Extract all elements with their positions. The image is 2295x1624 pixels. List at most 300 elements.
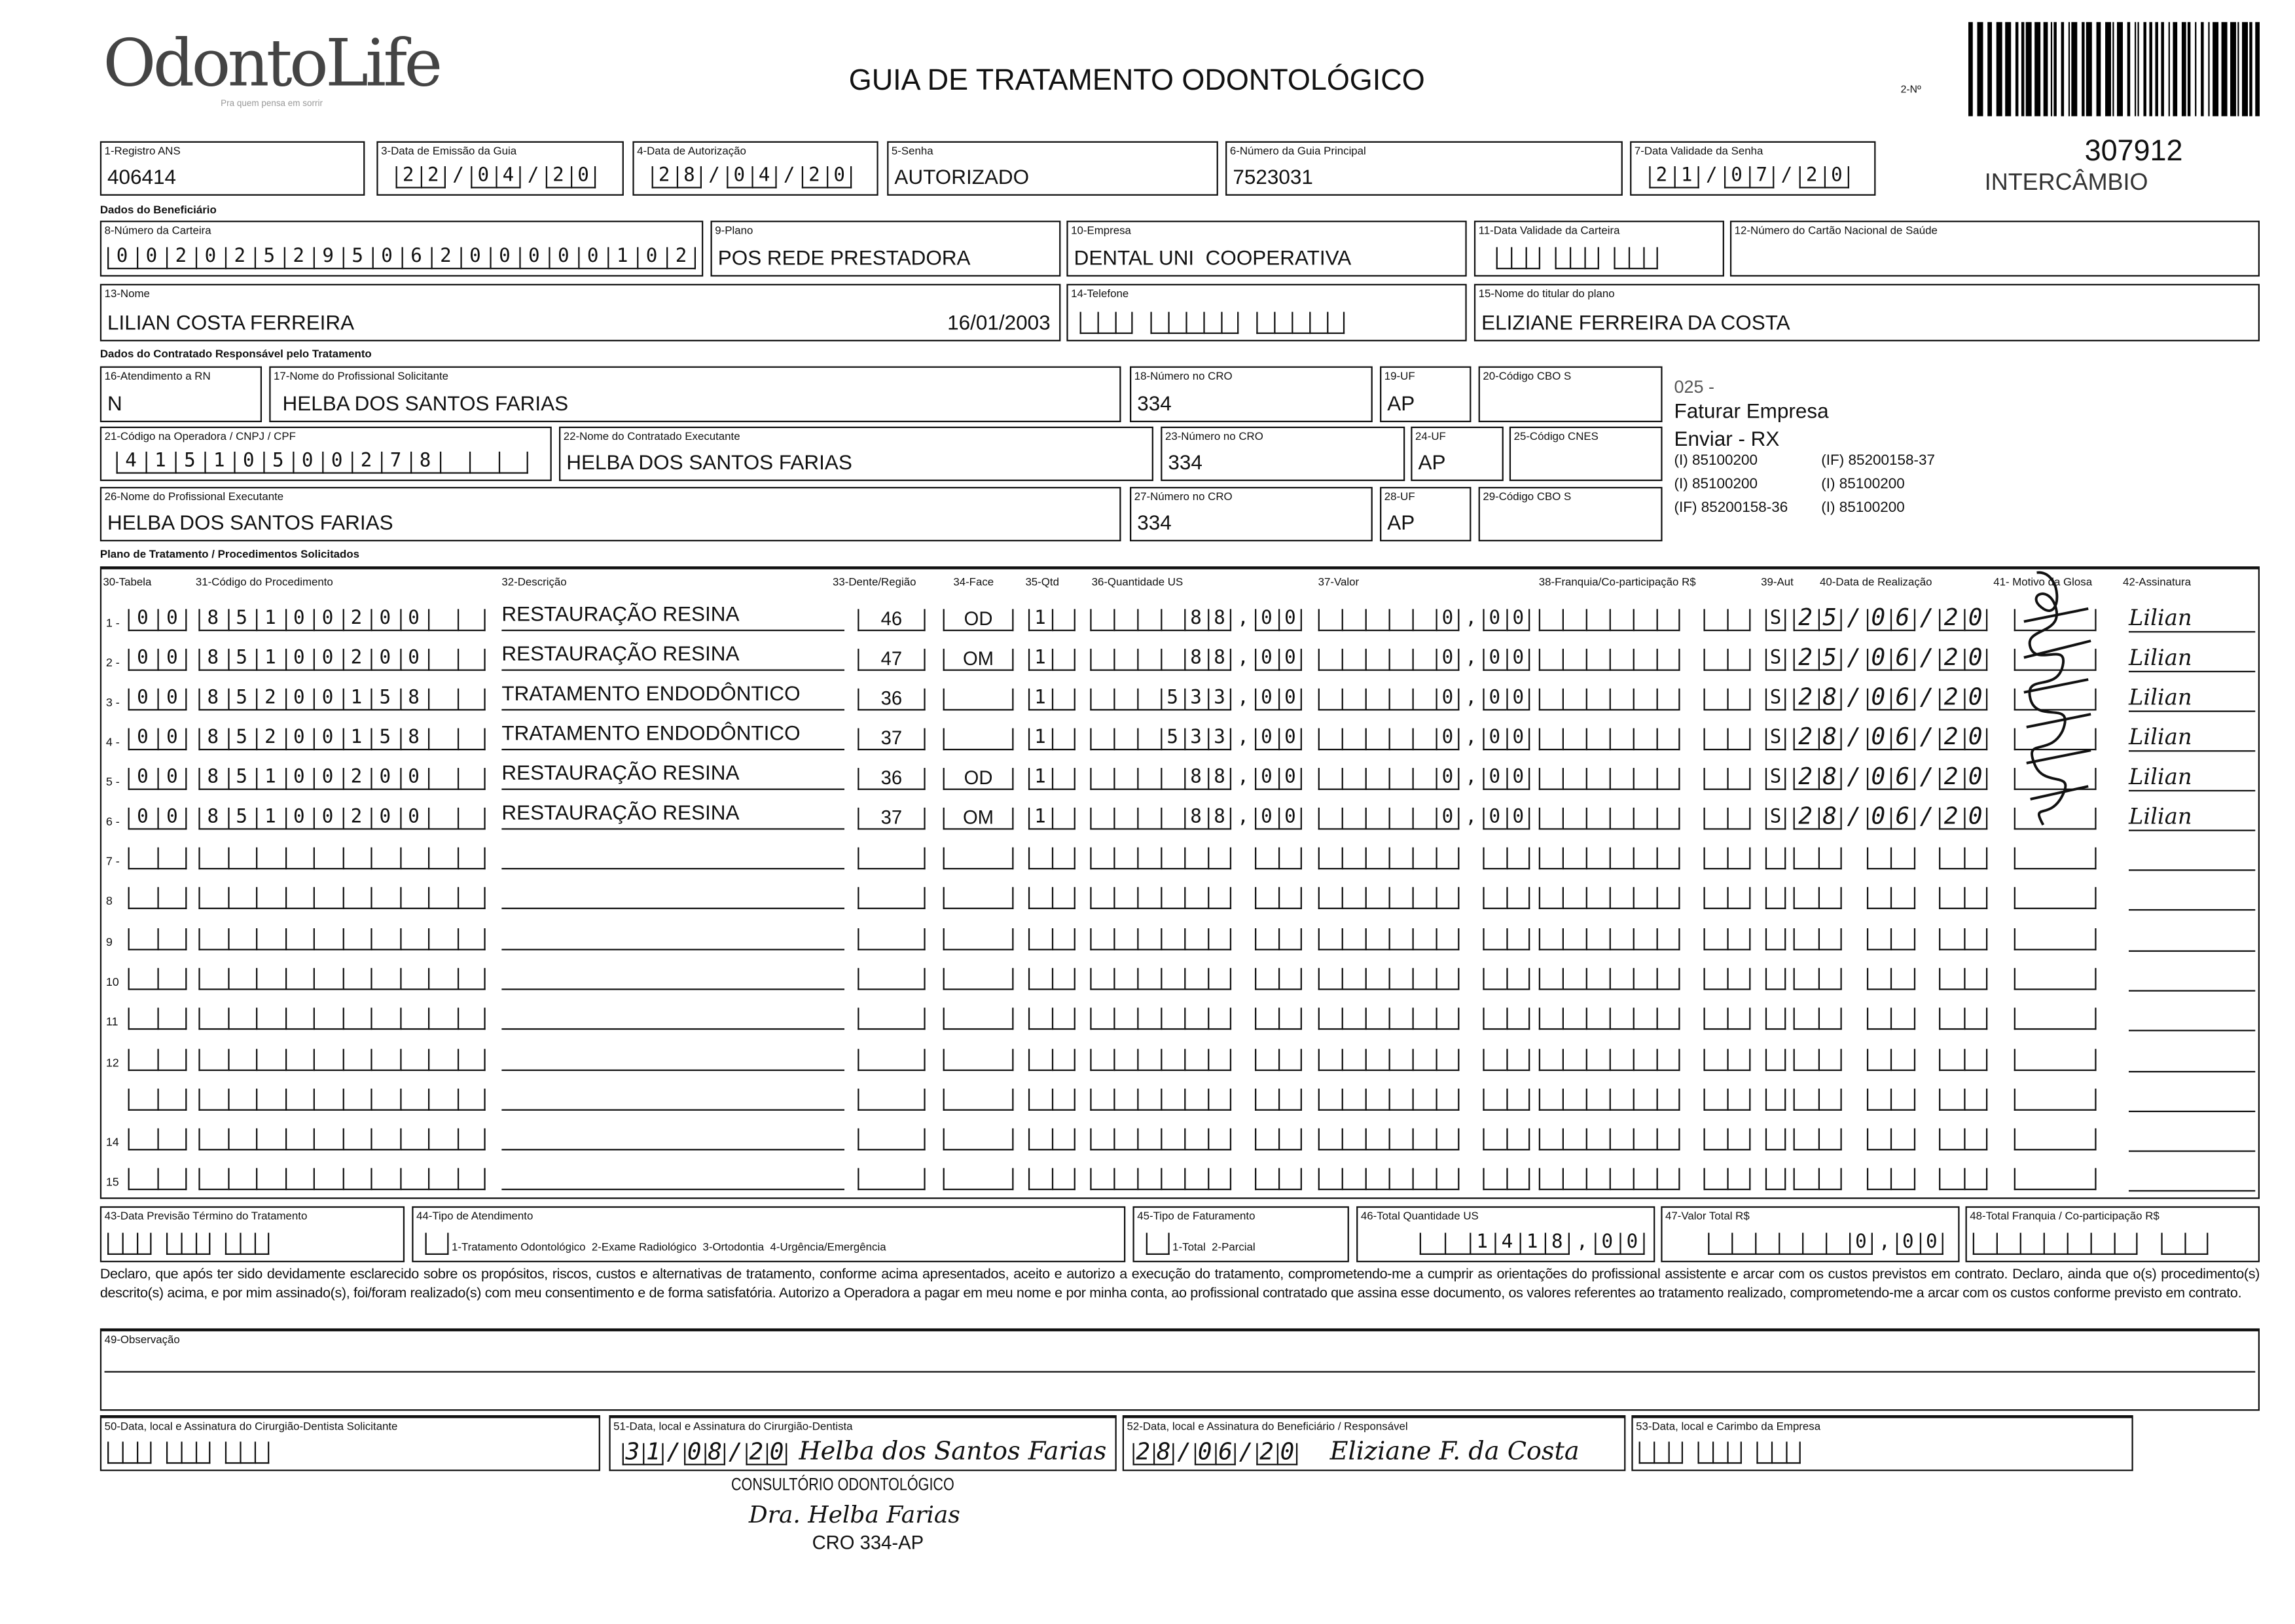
char-cell — [1633, 609, 1657, 631]
char-cell — [1413, 609, 1436, 631]
tipo-atendimento-field[interactable] — [412, 1206, 1125, 1262]
char-cell — [1939, 848, 1963, 870]
aut-cell — [1765, 1168, 1786, 1191]
char-cell — [457, 768, 486, 790]
assinatura-cell: Lilian — [2129, 644, 2255, 672]
char-cell — [457, 968, 486, 990]
field-label: 11-Data Validade da Carteira — [1478, 223, 1620, 237]
dente-regiao-cell — [858, 649, 925, 671]
descricao-cell[interactable] — [501, 878, 844, 909]
char-cell — [428, 1008, 457, 1030]
barcode-bar — [2005, 22, 2011, 117]
cro-27-field[interactable] — [1130, 487, 1373, 541]
char-cell — [314, 1168, 342, 1191]
char-cell — [1727, 848, 1750, 870]
cro-18-field[interactable] — [1130, 367, 1373, 422]
char-cell — [1161, 609, 1184, 631]
char-cell — [2014, 1128, 2097, 1151]
char-cell — [370, 1048, 399, 1070]
dente-regiao-cell — [858, 1048, 925, 1070]
valor-cell — [1318, 1008, 1530, 1030]
profissional-solicitante-field[interactable] — [269, 367, 1121, 422]
telefone-field[interactable] — [1066, 284, 1466, 342]
face-cell — [943, 968, 1014, 990]
profissional-executante-field[interactable] — [100, 487, 1121, 541]
char-cell — [1184, 968, 1208, 990]
comb-text: 37 — [880, 727, 903, 749]
descricao-cell[interactable] — [501, 1119, 844, 1150]
assinatura-beneficiario-field[interactable] — [1123, 1415, 1626, 1471]
uf-24-field[interactable] — [1411, 427, 1504, 481]
dente-regiao-cell — [858, 1089, 925, 1111]
char-cell — [1506, 1048, 1530, 1070]
descricao-cell[interactable] — [501, 919, 844, 950]
char-cell — [342, 1128, 371, 1151]
qtd-cell — [1028, 689, 1075, 711]
char-cell — [128, 1128, 158, 1151]
char-cell — [943, 968, 1014, 990]
char-cell — [1570, 247, 1584, 270]
quantidade-us-cell — [1090, 647, 1309, 671]
empresa-field[interactable] — [1066, 221, 1466, 276]
char-cell — [1150, 312, 1168, 334]
comb-text: 85200158 — [207, 687, 437, 710]
char-cell — [399, 968, 428, 990]
char-cell — [1765, 928, 1786, 950]
field-value — [107, 245, 705, 270]
cbo-29-field[interactable] — [1479, 487, 1663, 541]
comb-text: 00202529506200000102 — [116, 245, 705, 268]
tabela-cell — [128, 1048, 187, 1070]
char-cell — [157, 1008, 187, 1030]
char-cell — [858, 848, 925, 870]
char-cell — [1973, 1233, 1997, 1255]
char-cell — [1563, 649, 1586, 671]
char-cell — [1866, 1089, 1890, 1111]
aut-cell — [1765, 647, 1791, 671]
char-cell — [1610, 848, 1633, 870]
char-cell — [858, 888, 925, 910]
franquia-cell — [1539, 928, 1751, 950]
row-number: 2 - — [105, 656, 120, 670]
guia-principal-field[interactable] — [1225, 141, 1623, 196]
quantidade-us-cell — [1090, 928, 1302, 950]
barcode-bar — [2230, 22, 2236, 117]
char-cell — [1255, 968, 1278, 990]
column-header: 31-Código do Procedimento — [195, 575, 333, 588]
char-cell — [1090, 689, 1113, 711]
tipo-faturamento-field[interactable] — [1132, 1206, 1348, 1262]
uf-28-field[interactable] — [1380, 487, 1471, 541]
char-cell — [1090, 848, 1113, 870]
char-cell — [1555, 247, 1570, 270]
atendimento-rn-field[interactable] — [100, 367, 262, 422]
char-cell — [122, 1441, 137, 1464]
comb-text: 25/06/20 — [1798, 643, 1993, 671]
field-label: 8-Número da Carteira — [104, 223, 211, 237]
char-cell — [1208, 888, 1231, 910]
char-cell — [1539, 689, 1563, 711]
observacao-field[interactable] — [100, 1328, 2260, 1411]
barcode-bar — [2249, 22, 2252, 117]
char-cell — [1727, 1008, 1750, 1030]
char-cell — [314, 1048, 342, 1070]
valor-total-field[interactable] — [1661, 1206, 1959, 1262]
char-cell — [1657, 728, 1680, 750]
descricao-cell[interactable] — [501, 999, 844, 1030]
char-cell — [1278, 1128, 1302, 1151]
char-cell — [1389, 1048, 1413, 1070]
char-cell — [314, 848, 342, 870]
char-cell — [457, 1089, 486, 1111]
char-cell — [428, 1048, 457, 1070]
char-cell — [1090, 968, 1113, 990]
char-cell — [1963, 1089, 1987, 1111]
table-row — [101, 877, 2261, 912]
separator-gap — [1842, 968, 1866, 990]
valor-cell — [1318, 687, 1536, 711]
char-cell — [227, 888, 256, 910]
char-cell — [1090, 928, 1113, 950]
previsao-termino-field[interactable] — [100, 1206, 405, 1262]
comb-text: 28/06/20 — [1798, 801, 1993, 830]
field-label: 46-Total Quantidade US — [1360, 1209, 1479, 1223]
uf-19-field[interactable] — [1380, 367, 1471, 422]
cbo-20-field[interactable] — [1479, 367, 1663, 422]
char-cell — [1278, 1008, 1302, 1030]
table-row — [101, 797, 2261, 833]
char-cell — [1365, 808, 1389, 830]
barcode-bar — [1968, 22, 1973, 117]
char-cell — [314, 968, 342, 990]
char-cell — [137, 1233, 151, 1255]
char-cell — [1866, 928, 1890, 950]
aut-cell — [1765, 766, 1791, 790]
char-cell — [1963, 1048, 1987, 1070]
motivo-glosa-cell — [2014, 1048, 2097, 1070]
field-value: HELBA DOS SANTOS FARIAS — [107, 510, 393, 534]
char-cell — [342, 888, 371, 910]
table-row — [101, 1118, 2261, 1153]
descricao-cell[interactable]: RESTAURAÇÃO RESINA — [501, 600, 844, 631]
odontolife-logo — [103, 26, 440, 109]
char-cell — [227, 968, 256, 990]
char-cell — [1389, 1128, 1413, 1151]
char-cell — [2014, 1048, 2097, 1070]
comb-text: 37 — [880, 806, 903, 829]
field-label: 43-Data Previsão Término do Tratamento — [104, 1209, 308, 1223]
char-cell — [198, 888, 227, 910]
char-cell — [1318, 768, 1342, 790]
separator-gap — [1680, 1089, 1704, 1111]
char-cell — [1365, 848, 1389, 870]
char-cell — [1137, 1168, 1161, 1191]
senha-field[interactable] — [887, 141, 1218, 196]
char-cell — [1389, 848, 1413, 870]
char-cell — [943, 689, 1014, 711]
face-cell — [943, 1128, 1014, 1151]
data-autorizacao-field[interactable] — [632, 141, 878, 196]
barcode-bar — [1997, 22, 2002, 117]
char-cell — [1786, 1441, 1800, 1464]
date-value — [1132, 1437, 1301, 1466]
char-cell — [1090, 888, 1113, 910]
data-realizacao-cell — [1794, 682, 1993, 711]
separator-gap — [2137, 1233, 2161, 1255]
char-cell — [1633, 848, 1657, 870]
billing-notes — [1674, 376, 2027, 516]
field-label: 27-Número no CRO — [1134, 490, 1233, 503]
separator-gap — [1680, 888, 1704, 910]
char-cell — [1028, 968, 1052, 990]
char-cell — [1090, 1089, 1113, 1111]
separator-gap — [1680, 649, 1704, 671]
char-cell — [1563, 768, 1586, 790]
codigo-procedimento-cell — [198, 1128, 485, 1151]
char-cell — [1890, 848, 1915, 870]
barcode-bar — [2117, 22, 2123, 117]
descricao-cell[interactable] — [501, 1079, 844, 1110]
char-cell — [1963, 848, 1987, 870]
char-cell — [428, 1168, 457, 1191]
char-cell — [1389, 928, 1413, 950]
descricao-cell[interactable] — [501, 1039, 844, 1070]
descricao-cell[interactable]: RESTAURAÇÃO RESINA — [501, 799, 844, 829]
char-cell — [314, 1128, 342, 1151]
tipo-atendimento-checkbox[interactable] — [425, 1233, 448, 1255]
char-cell — [1703, 808, 1727, 830]
codigo-procedimento-cell — [198, 728, 485, 750]
separator-gap — [1842, 928, 1866, 950]
validade-carteira-field[interactable] — [1474, 221, 1724, 276]
barcode-bar — [2213, 22, 2218, 117]
cns-field[interactable] — [1730, 221, 2260, 276]
codigo-procedimento-cell — [198, 1168, 485, 1191]
char-cell — [1318, 1128, 1342, 1151]
char-cell — [1506, 888, 1530, 910]
char-cell — [1318, 689, 1342, 711]
char-cell — [1779, 1233, 1802, 1255]
char-cell — [1113, 888, 1137, 910]
char-cell — [457, 1128, 486, 1151]
char-cell — [1052, 1008, 1075, 1030]
separator-gap — [151, 1233, 166, 1255]
separator-gap — [1540, 247, 1555, 270]
char-cell — [1727, 968, 1750, 990]
field-value: DENTAL UNI COOPERATIVA — [1074, 245, 1352, 270]
descricao-cell[interactable] — [501, 839, 844, 869]
cnes-field[interactable] — [1509, 427, 1663, 481]
quantidade-us-cell — [1090, 1168, 1302, 1191]
row-number: 12 — [105, 1055, 119, 1069]
comb-text: 0,00 — [1441, 607, 1536, 630]
cro-23-field[interactable] — [1161, 427, 1405, 481]
char-cell — [1318, 1089, 1342, 1111]
char-cell — [1997, 1233, 2020, 1255]
char-cell — [1657, 1128, 1680, 1151]
char-cell — [1483, 1008, 1506, 1030]
codigo-operadora-field[interactable] — [100, 427, 552, 481]
char-cell — [240, 1441, 254, 1464]
comb-text: OD — [964, 766, 993, 789]
char-cell — [1657, 649, 1680, 671]
contratado-executante-field[interactable] — [559, 427, 1153, 481]
char-cell — [370, 848, 399, 870]
descricao-cell[interactable]: RESTAURAÇÃO RESINA — [501, 759, 844, 790]
comb-text: 31/08/20 — [625, 1437, 791, 1466]
franquia-cell — [1539, 649, 1751, 671]
char-cell — [1221, 312, 1238, 334]
validade-senha-field[interactable] — [1630, 141, 1875, 196]
char-cell — [1539, 609, 1563, 631]
char-cell — [1563, 689, 1586, 711]
char-cell — [122, 1233, 137, 1255]
char-cell — [157, 848, 187, 870]
descricao-cell[interactable]: TRATAMENTO ENDODÔNTICO — [501, 679, 844, 710]
char-cell — [1610, 1089, 1633, 1111]
comb-text: 28/06/20 — [1798, 762, 1993, 790]
dente-regiao-cell — [858, 609, 925, 631]
descricao-cell[interactable]: RESTAURAÇÃO RESINA — [501, 640, 844, 671]
barcode-bar — [2021, 22, 2024, 117]
field-value — [1080, 312, 1345, 334]
table-row — [101, 1159, 2261, 1194]
data-emissao-field[interactable] — [376, 141, 624, 196]
carimbo-empresa-field[interactable] — [1631, 1415, 2133, 1471]
total-quantidade-us-field[interactable] — [1356, 1206, 1655, 1262]
separator-gap — [1231, 1089, 1255, 1111]
char-cell — [1436, 968, 1459, 990]
face-cell — [943, 808, 1014, 830]
char-cell — [1563, 1168, 1586, 1191]
descricao-cell[interactable]: TRATAMENTO ENDODÔNTICO — [501, 719, 844, 750]
quantidade-us-cell — [1090, 1128, 1302, 1151]
motivo-glosa-cell — [2014, 848, 2097, 870]
carteira-field[interactable] — [100, 221, 703, 276]
char-cell — [128, 1008, 158, 1030]
char-cell — [128, 888, 158, 910]
qtd-cell — [1028, 808, 1075, 830]
descricao-cell[interactable] — [501, 1160, 844, 1191]
registro-ans-field[interactable] — [100, 141, 365, 196]
tipo-faturamento-checkbox[interactable] — [1146, 1233, 1170, 1255]
valor-cell — [1318, 1168, 1530, 1191]
assinatura-solicitante-field[interactable] — [100, 1415, 600, 1471]
descricao-cell[interactable] — [501, 959, 844, 990]
char-cell — [1278, 1168, 1302, 1191]
comb-text: S — [1769, 607, 1791, 630]
comb-text: 0,00 — [1441, 647, 1536, 670]
barcode-bar — [2255, 22, 2260, 117]
char-cell — [1161, 1168, 1184, 1191]
char-cell — [1256, 312, 1274, 334]
quantidade-us-cell — [1090, 727, 1309, 750]
barcode-bar — [2061, 22, 2064, 117]
char-cell — [1483, 928, 1506, 950]
qtd-cell — [1028, 1128, 1075, 1151]
valor-cell — [1318, 1089, 1530, 1111]
comb-text: 25/06/20 — [1798, 603, 1993, 632]
char-cell — [1727, 649, 1750, 671]
char-cell — [1161, 1008, 1184, 1030]
table-row — [101, 1038, 2261, 1074]
char-cell — [399, 1048, 428, 1070]
plano-field[interactable] — [710, 221, 1060, 276]
char-cell — [1365, 928, 1389, 950]
char-cell — [256, 1128, 285, 1151]
quantidade-us-cell — [1090, 766, 1309, 790]
separator-gap — [1680, 609, 1704, 631]
char-cell — [1697, 1441, 1712, 1464]
dente-regiao-cell — [858, 689, 925, 711]
char-cell — [1389, 968, 1413, 990]
char-cell — [1278, 928, 1302, 950]
char-cell — [1506, 1168, 1530, 1191]
char-cell — [1633, 1048, 1657, 1070]
char-cell — [1365, 689, 1389, 711]
char-cell — [1539, 1128, 1563, 1151]
char-cell — [227, 1168, 256, 1191]
char-cell — [1342, 1089, 1365, 1111]
barcode-bar — [2155, 22, 2158, 117]
total-franquia-field[interactable] — [1966, 1206, 2260, 1262]
separator-gap — [1231, 888, 1255, 910]
note-code: 025 - — [1674, 376, 1715, 397]
char-cell — [1090, 1128, 1113, 1151]
note-code-item: (I) 85100200 — [1674, 477, 1758, 493]
titular-field[interactable] — [1474, 284, 2260, 342]
field-value: LILIAN COSTA FERREIRA — [107, 310, 355, 334]
tabela-cell — [128, 888, 187, 910]
char-cell — [1342, 1048, 1365, 1070]
char-cell — [1939, 1008, 1963, 1030]
char-cell — [314, 888, 342, 910]
barcode-bar — [2127, 22, 2130, 117]
char-cell — [225, 1441, 240, 1464]
char-cell — [2114, 1233, 2138, 1255]
char-cell — [227, 848, 256, 870]
char-cell — [227, 1089, 256, 1111]
char-cell — [198, 1048, 227, 1070]
field-value — [107, 1441, 269, 1464]
char-cell — [1413, 848, 1436, 870]
char-cell — [1389, 689, 1413, 711]
char-cell — [1436, 888, 1459, 910]
char-cell — [2067, 1233, 2091, 1255]
char-cell — [1184, 848, 1208, 870]
char-cell — [1137, 1128, 1161, 1151]
assinatura-dentista-field[interactable] — [609, 1415, 1116, 1471]
char-cell — [1765, 1168, 1786, 1191]
char-cell — [1633, 888, 1657, 910]
char-cell — [1389, 728, 1413, 750]
char-cell — [1255, 1128, 1278, 1151]
char-cell — [1586, 1008, 1610, 1030]
tabela-cell — [128, 968, 187, 990]
char-cell — [1963, 888, 1987, 910]
field-value: AP — [1387, 510, 1415, 534]
barcode-bar — [2201, 22, 2203, 117]
char-cell — [1586, 848, 1610, 870]
char-cell — [1586, 1128, 1610, 1151]
char-cell — [1765, 968, 1786, 990]
char-cell — [1633, 649, 1657, 671]
char-cell — [1413, 649, 1436, 671]
valor-cell — [1318, 647, 1536, 671]
separator-gap — [1680, 848, 1704, 870]
nome-field[interactable] — [100, 284, 1061, 342]
field-label: 9-Plano — [715, 223, 753, 237]
